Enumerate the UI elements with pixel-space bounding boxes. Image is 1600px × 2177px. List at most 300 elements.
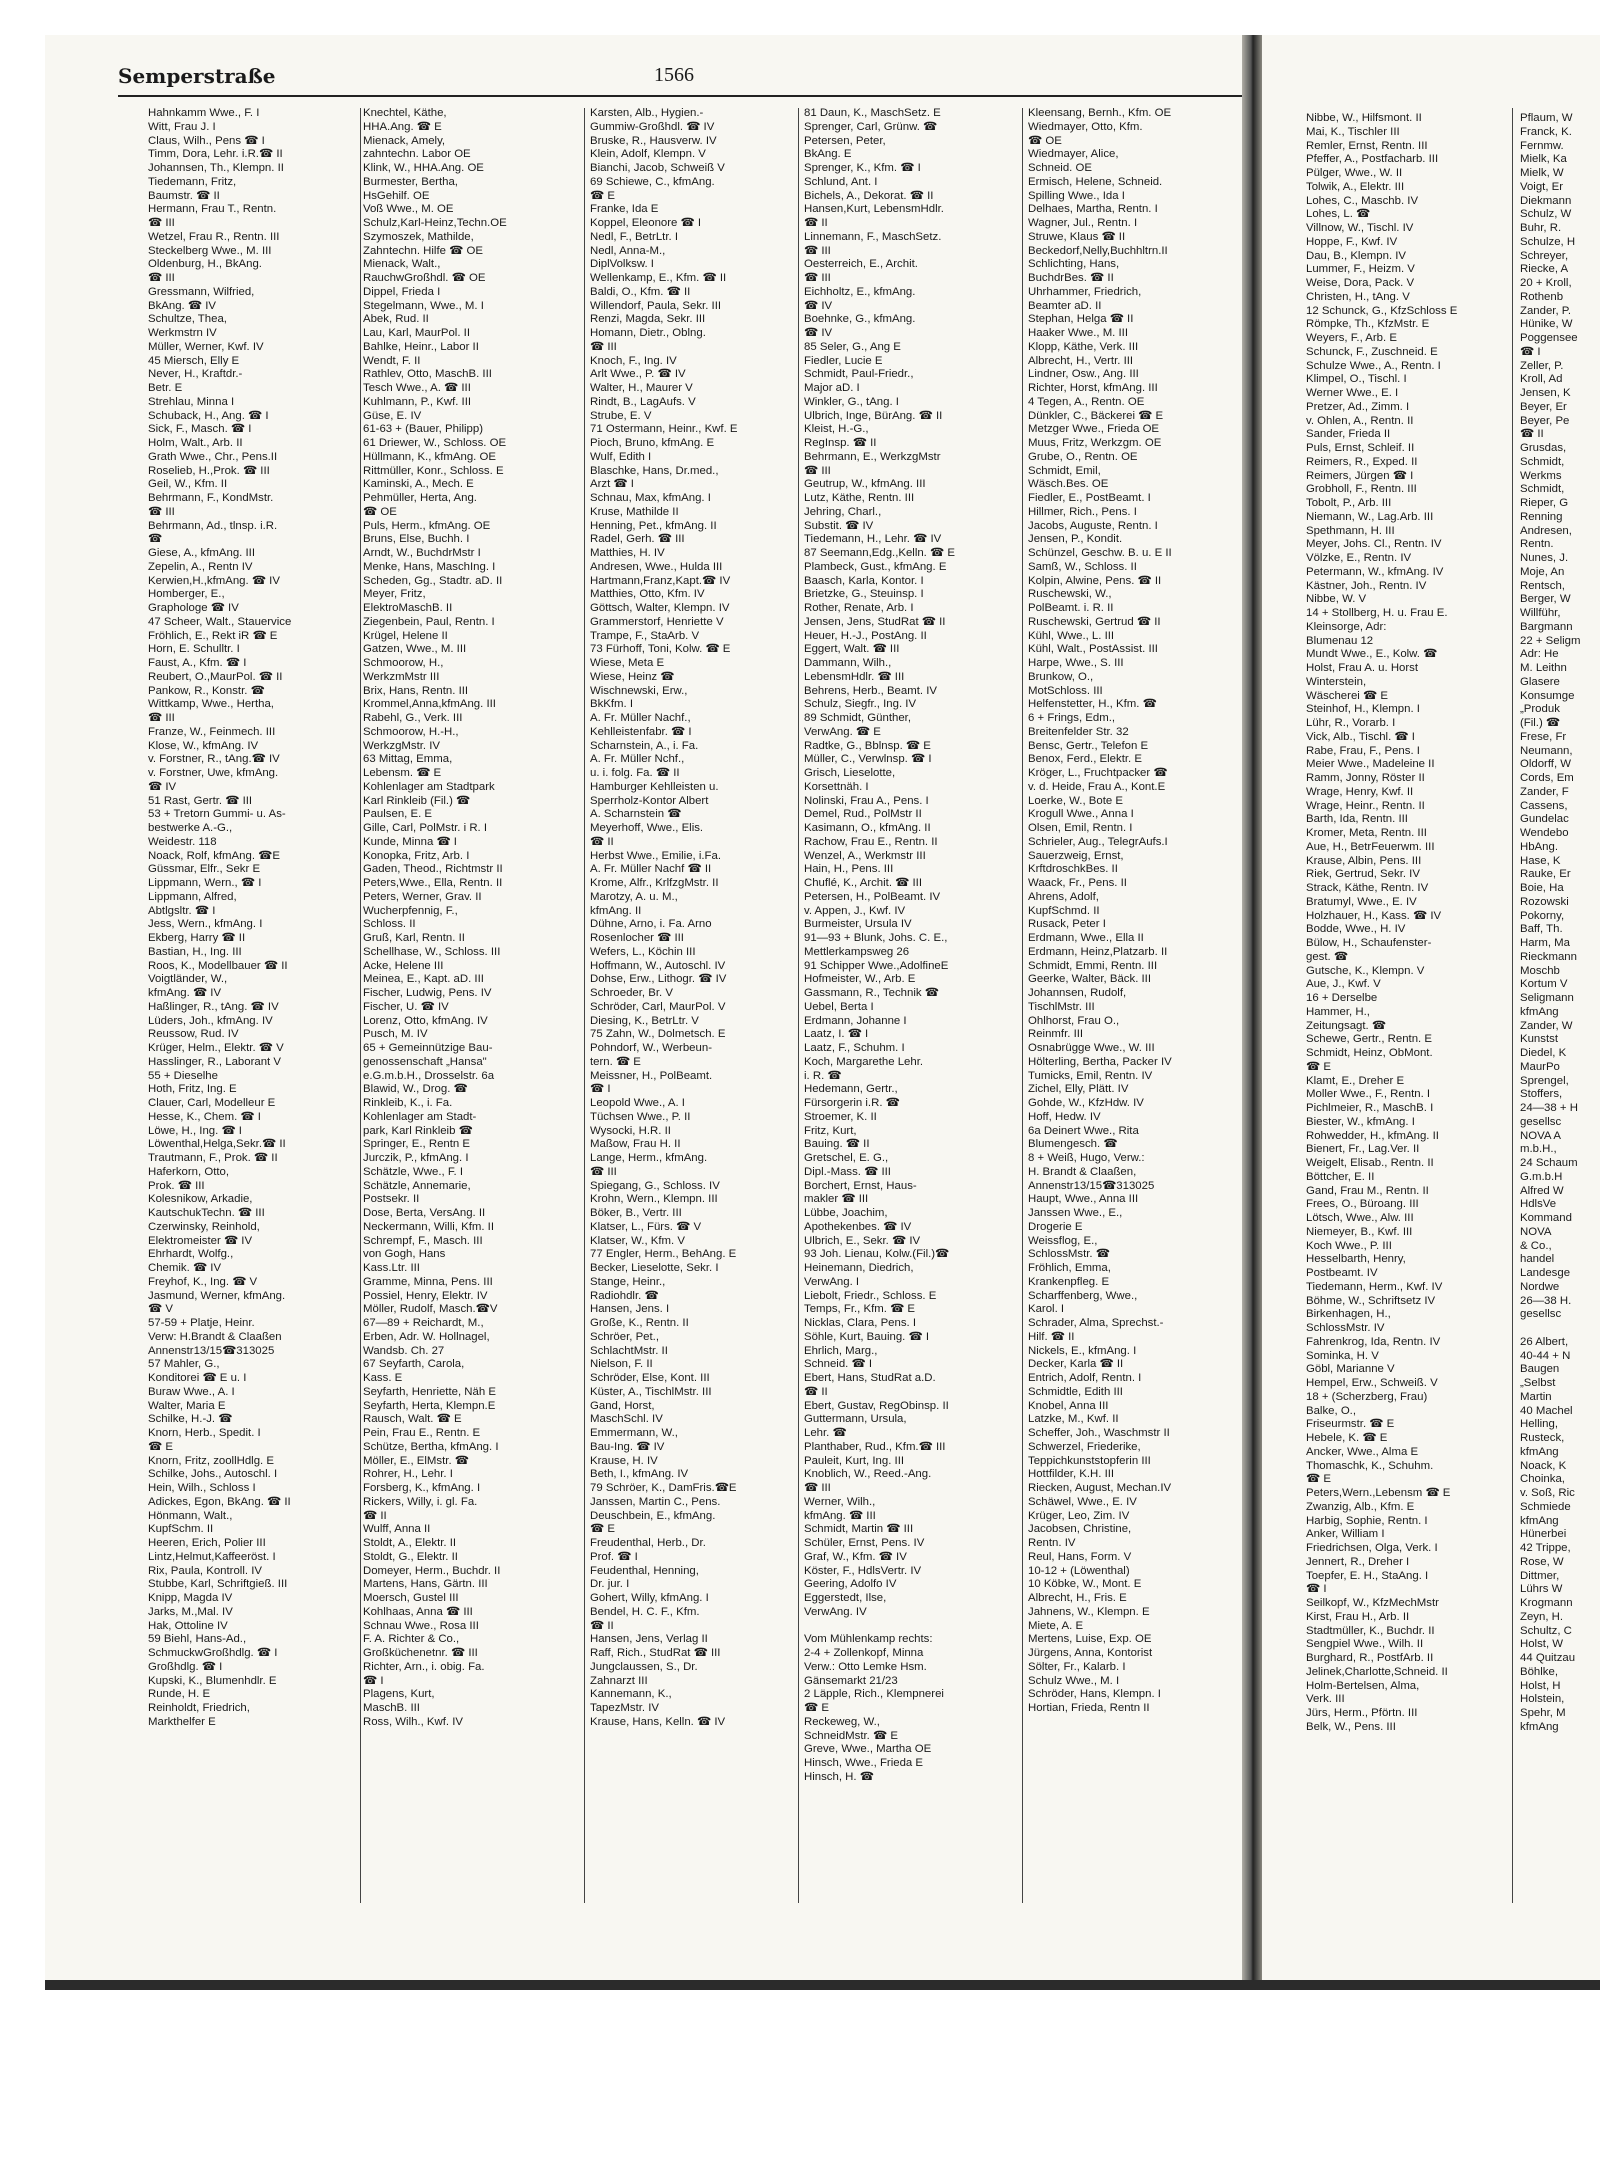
directory-entry: Grobholl, F., Rentn. III	[1306, 483, 1417, 496]
directory-entry: Nordwe	[1520, 1280, 1560, 1293]
directory-entry: Weidestr. 118	[148, 835, 217, 848]
directory-entry: Claus, Wilh., Pens ☎ I	[148, 134, 265, 147]
directory-entry: WerkzmMstr III	[363, 670, 440, 683]
directory-entry: Rentn.	[1520, 538, 1554, 551]
directory-entry: Hedemann, Gertr.,	[804, 1083, 898, 1096]
directory-entry	[804, 1620, 1009, 1634]
directory-entry: Hottfilder, K.H. III	[1028, 1468, 1115, 1481]
directory-entry: Pretzer, Ad., Zimm. I	[1306, 400, 1410, 413]
directory-entry: Brietzke, G., Steuinsp. I	[804, 588, 924, 601]
directory-entry: 61 Driewer, W., Schloss. OE	[363, 437, 507, 449]
directory-entry: Freyhof, K., Ing. ☎ V	[148, 1275, 258, 1288]
directory-entry: Blumengesch. ☎	[1028, 1138, 1118, 1151]
directory-entry: Gänsemarkt 21/23	[804, 1674, 898, 1687]
directory-entry: Beth, I., kfmAng. IV	[590, 1468, 689, 1481]
directory-entry: Pflaum, W	[1520, 112, 1573, 124]
directory-entry: 40-44 + N	[1520, 1349, 1571, 1362]
column-rule	[584, 108, 585, 1903]
directory-entry: Schreyer,	[1520, 249, 1569, 262]
directory-entry: Koch, Margarethe Lehr.	[804, 1055, 924, 1068]
directory-entry: HbAng.	[1520, 840, 1558, 853]
directory-entry: Krause, H. IV	[590, 1454, 658, 1467]
directory-entry: Ebert, Hans, StudRat a.D.	[804, 1372, 936, 1384]
directory-entry: Lübbe, Joachim,	[804, 1207, 888, 1219]
directory-entry: Jess, Wern., kfmAng. I	[148, 918, 263, 931]
directory-entry: Schunck, F., Zuschneid. E	[1306, 345, 1438, 358]
directory-entry: Johannsen, Th., Klempn. II	[148, 162, 284, 174]
directory-entry: Knorn, Herb., Spedit. I	[148, 1427, 261, 1439]
directory-entry: Fischer, Ludwig, Pens. IV	[363, 987, 492, 999]
directory-entry: Hansen, Jens, Verlag II	[590, 1633, 708, 1646]
directory-entry: Diedel, K	[1520, 1047, 1567, 1059]
directory-entry: Radel, Gerh. ☎ III	[590, 533, 685, 546]
directory-entry: Weyers, F., Arb. E	[1306, 332, 1397, 344]
directory-entry: 45 Miersch, Elly E	[148, 354, 240, 367]
directory-entry: Böhlke,	[1520, 1665, 1558, 1678]
directory-entry: Andresen,	[1520, 524, 1572, 537]
directory-entry: Jahnens, W., Klempn. E	[1028, 1605, 1150, 1618]
directory-entry: Erdmann, Wwe., Ella II	[1028, 932, 1144, 944]
directory-entry: Zwanzig, Alb., Kfm. E	[1306, 1500, 1415, 1513]
directory-entry: Olsen, Emil, Rentn. I	[1028, 822, 1133, 834]
directory-entry: Temps, Fr., Kfm. ☎ E	[804, 1303, 916, 1316]
directory-entry: Geerke, Walter, Bäck. III	[1028, 973, 1152, 986]
directory-column-7	[1520, 112, 1600, 1735]
directory-entry: Schulz,Karl-Heinz,Techn.OE	[363, 217, 507, 229]
directory-entry: Dühne, Arno, i. Fa. Arno	[590, 918, 712, 931]
directory-entry: Aue, J., Kwf. V	[1306, 978, 1381, 991]
directory-entry: Rittmüller, Konr., Schloss. E	[363, 464, 504, 477]
directory-entry: Bargmann	[1520, 620, 1573, 633]
directory-entry: Kolpin, Alwine, Pens. ☎ II	[1028, 574, 1162, 587]
directory-entry: Böttcher, E. II	[1306, 1170, 1375, 1183]
directory-entry: Czerwinsky, Reinhold,	[148, 1220, 260, 1233]
directory-entry: Scheffer, Joh., Waschmstr II	[1028, 1427, 1170, 1439]
directory-entry: Fiedler, E., PostBeamt. I	[1028, 492, 1151, 504]
directory-entry: MaurPo	[1520, 1060, 1560, 1073]
directory-entry: Acke, Helene III	[363, 959, 444, 972]
directory-entry: Kupski, K., Blumenhdlr. E	[148, 1674, 277, 1687]
directory-entry: Krügel, Helene II	[363, 629, 448, 642]
directory-entry: Ermisch, Helene, Schneid.	[1028, 175, 1163, 188]
directory-entry: Spehr, M	[1520, 1707, 1566, 1719]
directory-entry: Gand, Frau M., Rentn. II	[1306, 1184, 1429, 1197]
directory-entry: Verk. III	[1306, 1693, 1345, 1706]
directory-entry: Konditorei ☎ E u. I	[148, 1372, 247, 1384]
directory-entry: HsGehilf. OE	[363, 189, 430, 202]
directory-entry: SchlossMstr. IV	[1306, 1322, 1385, 1334]
directory-entry: Puls, Ernst, Schleif. II	[1306, 442, 1415, 454]
directory-entry: Wiese, Meta E	[590, 657, 665, 669]
directory-entry: Reinholdt, Friedrich,	[148, 1702, 250, 1714]
directory-entry: Eggerstedt, Ilse,	[804, 1592, 887, 1604]
directory-entry: Noack, K	[1520, 1459, 1567, 1472]
directory-entry: Trautmann, F., Prok. ☎ II	[148, 1152, 278, 1164]
directory-entry: Stoldt, A., Elektr. II	[363, 1537, 457, 1549]
directory-entry: Hünerbei	[1520, 1528, 1567, 1541]
directory-entry: Wenzel, A., Werkmstr III	[804, 849, 926, 862]
directory-entry: Wefers, L., Köchin III	[590, 945, 696, 958]
directory-entry: Hönmann, Walt.,	[148, 1509, 233, 1522]
directory-entry: Zander, W	[1520, 1019, 1573, 1032]
directory-entry: Klamt, E., Dreher E	[1306, 1074, 1405, 1087]
directory-entry: Nolinski, Frau A., Pens. I	[804, 794, 929, 807]
directory-entry: Knorn, Fritz, zoollHdlg. E	[148, 1454, 274, 1467]
directory-entry: Hahnkamm Wwe., F. I	[148, 107, 260, 119]
directory-entry: Kästner, Joh., Rentn. IV	[1306, 579, 1427, 592]
directory-entry: Lange, Herm., kfmAng.	[590, 1152, 708, 1164]
directory-entry: Schmidt,	[1520, 455, 1565, 468]
directory-entry: Sprenger, K., Kfm. ☎ I	[804, 162, 921, 174]
directory-entry: Karol. I	[1028, 1303, 1065, 1316]
directory-entry: ☎ E	[590, 189, 615, 202]
directory-entry: A. Fr. Müller Nachf ☎ II	[590, 863, 712, 876]
directory-entry: Feudenthal, Henning,	[590, 1564, 699, 1577]
directory-entry: 73 Fürhoff, Toni, Kolw. ☎ E	[590, 643, 731, 656]
directory-entry: Wischnewski, Erw.,	[590, 684, 688, 697]
directory-entry: 40 Machel	[1520, 1404, 1573, 1417]
directory-entry: Kröger, L., Fruchtpacker ☎	[1028, 767, 1168, 779]
directory-entry: Vick, Alb., Tischl. ☎ I	[1306, 730, 1415, 743]
directory-column-3	[590, 107, 795, 1730]
directory-entry: Holm, Walt., Arb. II	[148, 437, 243, 449]
directory-entry: ☎ III	[804, 1482, 831, 1494]
directory-entry: SchlachtMstr. II	[590, 1344, 668, 1357]
directory-entry: Ehrlich, Marg.,	[804, 1344, 878, 1357]
directory-entry: Zeitungsagt. ☎	[1306, 1019, 1387, 1032]
directory-entry: Gand, Horst,	[590, 1399, 655, 1412]
directory-entry: Tesch Wwe., A. ☎ III	[363, 382, 471, 394]
directory-entry: Zepelin, A., Rentn IV	[148, 560, 253, 573]
directory-entry: kfmAng. ☎ III	[804, 1509, 876, 1522]
directory-entry: Rauke, Er	[1520, 868, 1571, 881]
directory-entry: Spethmann, H. III	[1306, 524, 1395, 537]
directory-entry: ☎ II	[590, 1619, 614, 1632]
directory-entry: Mundt Wwe., E., Kolw. ☎	[1306, 648, 1438, 661]
directory-entry: ☎ II	[804, 217, 828, 229]
directory-entry: v. Forstner, Uwe, kfmAng.	[148, 767, 279, 779]
directory-entry: Mettlerkampsweg 26	[804, 945, 910, 958]
directory-entry: Andresen, Wwe., Hulda III	[590, 560, 723, 573]
directory-entry: Annenstr13/15☎313025	[1028, 1179, 1155, 1192]
directory-entry: Strehlau, Minna I	[148, 395, 235, 408]
directory-entry: Strack, Käthe, Rentn. IV	[1306, 882, 1429, 894]
directory-entry: Ruschewski, W.,	[1028, 588, 1112, 601]
directory-entry: tern. ☎ E	[590, 1055, 641, 1068]
directory-entry: Werner, Wilh.,	[804, 1495, 876, 1508]
directory-entry: Krogmann	[1520, 1597, 1573, 1609]
directory-entry: VerwAng. IV	[804, 1605, 867, 1618]
directory-entry: 67—89 + Reichardt, M.,	[363, 1317, 484, 1329]
directory-entry: Werner Wwe., E. I	[1306, 387, 1399, 399]
directory-entry: Schwerzel, Friederike,	[1028, 1440, 1141, 1453]
directory-entry: Spiegang, G., Schloss. IV	[590, 1179, 720, 1192]
directory-entry: Seligmann	[1520, 992, 1574, 1004]
directory-entry: Frees, O., Büroang. III	[1306, 1198, 1419, 1211]
directory-entry: BuchdrBes. ☎ II	[1028, 272, 1114, 284]
directory-entry: Koppel, Eleonore ☎ I	[590, 217, 702, 229]
directory-entry: DiplVolksw. I	[590, 258, 654, 271]
directory-entry: Janssen, Martin C., Pens.	[590, 1495, 721, 1508]
directory-entry: KupfSchm. II	[148, 1523, 214, 1536]
directory-entry: Schulze, H	[1520, 235, 1576, 248]
directory-entry: Möller, E., ElMstr. ☎	[363, 1454, 469, 1467]
directory-entry: Ohlhorst, Frau O.,	[1028, 1014, 1120, 1027]
directory-entry: Sengpiel Wwe., Wilh. II	[1306, 1638, 1424, 1651]
directory-entry: BkKfm. I	[590, 698, 634, 711]
directory-column-4	[804, 107, 1009, 1785]
directory-entry: Fischer, U. ☎ IV	[363, 1000, 449, 1013]
directory-entry: MaschSchl. IV	[590, 1413, 663, 1426]
directory-entry: Wrage, Heinr., Rentn. II	[1306, 799, 1425, 812]
directory-entry: Bau-Ing. ☎ IV	[590, 1440, 665, 1453]
directory-entry: Stephan, Helga ☎ II	[1028, 313, 1134, 326]
directory-entry: Buhr, R.	[1520, 222, 1562, 234]
directory-entry: Ahrens, Adolf,	[1028, 890, 1099, 903]
directory-entry: Zichel, Elly, Plätt. IV	[1028, 1083, 1129, 1096]
directory-entry: 22 + Seligm	[1520, 634, 1581, 647]
directory-entry: Schulz, Siegfr., Ing. IV	[804, 698, 917, 711]
directory-entry: Petersen, Peter,	[804, 134, 886, 147]
directory-entry: Gressmann, Wilfried,	[148, 285, 255, 298]
directory-entry: Birkenhagen, H.,	[1306, 1308, 1391, 1321]
directory-entry: Möller, Rudolf, Masch.☎V	[363, 1303, 498, 1316]
directory-entry: Sauerzweig, Ernst,	[1028, 849, 1124, 862]
directory-entry: Berger, W	[1520, 593, 1571, 606]
directory-entry: 69 Schiewe, C., kfmAng.	[590, 175, 715, 188]
directory-entry: Rose, W	[1520, 1555, 1564, 1568]
directory-entry: Rother, Renate, Arb. I	[804, 602, 914, 614]
directory-entry: Pfeffer, A., Postfacharb. III	[1306, 153, 1439, 166]
directory-entry: Kunstst	[1520, 1033, 1558, 1046]
directory-entry: G.m.b.H	[1520, 1170, 1563, 1183]
directory-entry: i. R. ☎	[804, 1069, 842, 1082]
directory-entry: Hansen, Jens. I	[590, 1303, 670, 1316]
directory-entry: Reimers, Jürgen ☎ I	[1306, 469, 1414, 482]
directory-entry: Rabe, Frau, F., Pens. I	[1306, 744, 1420, 757]
directory-entry: ☎ III	[148, 712, 175, 724]
directory-entry: Stange, Heinr.,	[590, 1275, 666, 1288]
directory-entry: Gretschel, E. G.,	[804, 1152, 889, 1164]
directory-entry: Rusack, Peter I	[1028, 918, 1106, 931]
directory-entry: Wysocki, H.R. II	[590, 1124, 671, 1137]
directory-entry: Bendel, H. C. F., Kfm.	[590, 1605, 700, 1618]
directory-entry: Richter, Horst, kfmAng. III	[1028, 382, 1158, 394]
directory-entry: Cassens,	[1520, 799, 1568, 812]
directory-entry: Martens, Hans, Gärtn. III	[363, 1578, 488, 1591]
directory-entry: Scharffenberg, Wwe.,	[1028, 1289, 1138, 1302]
directory-entry: Hoff, Hedw. IV	[1028, 1110, 1101, 1123]
directory-entry: Große, K., Rentn. II	[590, 1317, 689, 1329]
directory-entry: kfmAng. ☎ IV	[148, 987, 222, 999]
directory-entry: Haaker Wwe., M. III	[1028, 327, 1129, 339]
directory-entry: ☎ OE	[1028, 134, 1062, 147]
directory-entry: Roselieb, H.,Prok. ☎ III	[148, 464, 270, 477]
directory-entry: Grath Wwe., Chr., Pens.II	[148, 450, 278, 463]
directory-entry: Brix, Hans, Rentn. III	[363, 684, 469, 697]
directory-entry: (Fil.) ☎	[1520, 717, 1561, 729]
directory-entry: Biester, W., kfmAng. I	[1306, 1115, 1415, 1128]
directory-entry: Fröhlich, E., Rekt iR ☎ E	[148, 629, 278, 642]
directory-entry: Bensc, Gertr., Telefon E	[1028, 739, 1149, 752]
directory-entry: Krause, Albin, Pens. III	[1306, 854, 1422, 867]
directory-entry: Schuback, H., Ang. ☎ I	[148, 409, 269, 422]
directory-entry: „Selbst	[1520, 1377, 1556, 1389]
directory-entry: Pauleit, Kurt, Ing. III	[804, 1454, 905, 1467]
directory-entry: Göbl, Marianne V	[1306, 1363, 1395, 1376]
directory-entry: Jensen, K	[1520, 387, 1571, 399]
directory-entry: 51 Rast, Gertr. ☎ III	[148, 794, 253, 807]
directory-entry: Behrens, Herb., Beamt. IV	[804, 684, 937, 697]
directory-entry: 75 Zahn, W., Dolmetsch. E	[590, 1028, 726, 1041]
directory-entry: Radiohdlr. ☎	[590, 1289, 659, 1302]
directory-entry: Knechtel, Käthe,	[363, 107, 447, 119]
directory-entry: Löwe, H., Ing. ☎ I	[148, 1124, 242, 1137]
directory-entry: Paulsen, E. E	[363, 808, 433, 821]
directory-entry: Harbig, Sophie, Rentn. I	[1306, 1514, 1428, 1527]
directory-entry: Reubert, O.,MaurPol. ☎ II	[148, 670, 283, 683]
directory-entry: Schmiede	[1520, 1500, 1571, 1513]
directory-entry: NOVA	[1520, 1225, 1552, 1238]
directory-entry: 91 Schipper Wwe.,AdolfineE	[804, 959, 949, 972]
directory-entry: Schrieler, Aug., TelegrAufs.I	[1028, 835, 1168, 848]
directory-entry: Guttermann, Ursula,	[804, 1413, 907, 1426]
directory-entry: Willführ,	[1520, 607, 1561, 619]
directory-entry: Ruschewski, Gertrud ☎ II	[1028, 615, 1161, 628]
directory-entry: ☎ IV	[804, 299, 833, 312]
directory-entry: ☎ E	[1306, 1473, 1331, 1486]
directory-entry: Stubbe, Karl, Schriftgieß. III	[148, 1578, 288, 1591]
directory-entry: Bahlke, Heinr., Labor II	[363, 340, 479, 353]
directory-entry: Belk, W., Pens. III	[1306, 1720, 1396, 1733]
directory-entry: Haferkorn, Otto,	[148, 1165, 230, 1178]
directory-entry: Ebert, Gustav, RegObinsp. II	[804, 1399, 949, 1412]
directory-entry: Peters,Wern.,Lebensm ☎ E	[1306, 1487, 1451, 1499]
directory-entry: Wiedmayer, Alice,	[1028, 148, 1119, 161]
directory-entry: F. A. Richter & Co.,	[363, 1633, 460, 1646]
directory-entry: Werkms	[1520, 469, 1562, 482]
directory-entry: TischlMstr. III	[1028, 1000, 1095, 1013]
directory-entry: Postsekr. II	[363, 1193, 420, 1206]
directory-entry: Behrmann, E., WerkzgMstr	[804, 450, 941, 463]
directory-entry: Remler, Ernst, Rentn. III	[1306, 139, 1428, 152]
directory-entry: Runde, H. E	[148, 1688, 211, 1701]
directory-entry: Lau, Karl, MaurPol. II	[363, 327, 470, 339]
directory-entry: Kasimann, O., kfmAng. II	[804, 822, 931, 834]
directory-entry: Schnau, Max, kfmAng. I	[590, 492, 711, 504]
directory-entry: Tiedemann, Herm., Kwf. IV	[1306, 1280, 1443, 1293]
directory-entry: Prok. ☎ III	[148, 1179, 205, 1192]
directory-entry: Spilling Wwe., Ida I	[1028, 189, 1125, 202]
directory-entry: Henning, Pet., kfmAng. II	[590, 519, 717, 532]
directory-entry: Blawid, W., Drog. ☎	[363, 1083, 468, 1096]
directory-entry: Janssen Wwe., E.,	[1028, 1207, 1123, 1219]
directory-entry: Meyer, Fritz,	[363, 588, 426, 601]
directory-entry: Maßow, Frau H. II	[590, 1138, 681, 1151]
directory-entry: Hartmann,Franz,Kapt.☎ IV	[590, 574, 731, 587]
directory-entry: Grammerstorf, Henriette V	[590, 615, 724, 628]
directory-entry: Becker, Lieselotte, Sekr. I	[590, 1262, 719, 1274]
directory-entry: ☎ V	[148, 1303, 173, 1316]
directory-entry: Bodde, Wwe., H. IV	[1306, 923, 1406, 936]
directory-entry: Substit. ☎ IV	[804, 519, 874, 532]
directory-entry: Beckedorf,Nelly,Buchhltrn.II	[1028, 244, 1168, 257]
directory-entry: Lummer, F., Heizm. V	[1306, 263, 1415, 276]
directory-entry: Stoldt, G., Elektr. II	[363, 1550, 458, 1563]
directory-entry: Stroemer, K. II	[804, 1110, 877, 1123]
directory-entry: Mielk, Ka	[1520, 153, 1567, 166]
directory-entry: Dipl.-Mass. ☎ III	[804, 1165, 891, 1178]
directory-entry: Lippmann, Alfred,	[148, 890, 237, 903]
directory-entry: 65 + Gemeinnützige Bau-	[363, 1042, 493, 1054]
directory-entry: Emmermann, W.,	[590, 1427, 678, 1439]
directory-entry: Schlund, Ant. I	[804, 175, 878, 188]
directory-entry: Adickes, Egon, BkAng. ☎ II	[148, 1495, 291, 1508]
directory-entry: Rozowski	[1520, 895, 1569, 908]
directory-entry: Drogerie E	[1028, 1220, 1083, 1233]
directory-entry: 85 Seler, G., Ang E	[804, 340, 901, 353]
directory-entry: 18 + (Scherzberg, Frau)	[1306, 1390, 1428, 1403]
directory-entry: Lorenz, Otto, kfmAng. IV	[363, 1014, 488, 1027]
directory-entry: Schmoorow, H.,	[363, 657, 444, 669]
directory-entry: Lintz,Helmut,Kaffeeröst. I	[148, 1550, 276, 1563]
directory-entry: Scharnstein, A., i. Fa.	[590, 739, 699, 752]
directory-entry: Pankow, R., Konstr. ☎	[148, 684, 265, 697]
directory-entry: Zander, F	[1520, 785, 1569, 798]
directory-entry: Clauer, Carl, Modelleur E	[148, 1097, 276, 1109]
directory-entry: Petersen, H., PolBeamt. IV	[804, 890, 941, 903]
directory-entry: Rohwedder, H., kfmAng. II	[1306, 1129, 1439, 1142]
directory-entry: Nunes, J.	[1520, 552, 1569, 564]
directory-entry: Frese, Fr	[1520, 730, 1567, 743]
directory-entry: Balke, O.,	[1306, 1404, 1357, 1417]
directory-entry: ☎ I	[1520, 345, 1541, 358]
directory-entry: Kleist, H.-G.,	[804, 423, 869, 436]
directory-entry: Nibbe, W. V	[1306, 593, 1367, 606]
directory-entry: u. i. folg. Fa. ☎ II	[590, 767, 680, 779]
directory-entry: Szymoszek, Mathilde,	[363, 230, 474, 243]
directory-entry: Grisch, Lieselotte,	[804, 767, 896, 779]
directory-entry: Marotzy, A. u. M.,	[590, 890, 678, 903]
directory-entry: Rothenb	[1520, 290, 1564, 303]
directory-entry: 47 Scheer, Walt., Stauervice	[148, 615, 292, 628]
directory-entry: Walter, H., Maurer V	[590, 382, 693, 394]
directory-entry: Krüger, Helm., Elektr. ☎ V	[148, 1042, 284, 1054]
directory-entry: Pehmüller, Herta, Ang.	[363, 492, 477, 504]
directory-entry: Arzt ☎ I	[590, 478, 634, 491]
directory-entry: Diesing, K., BetrLtr. V	[590, 1014, 699, 1027]
directory-entry: Roos, K., Modellbauer ☎ II	[148, 959, 288, 972]
directory-entry: Wäscherei ☎ E	[1306, 689, 1388, 702]
directory-entry: Holst, Frau A. u. Horst	[1306, 662, 1419, 674]
directory-entry: Gramme, Minna, Pens. III	[363, 1275, 493, 1288]
directory-entry: Trampe, F., StaArb. V	[590, 629, 700, 642]
directory-entry: Hase, K	[1520, 854, 1561, 867]
directory-entry: Bruns, Else, Buchh. I	[363, 533, 470, 546]
directory-entry: Dohse, Erw., Lithogr. ☎ IV	[590, 973, 727, 986]
directory-entry: Bratumyl, Wwe., E. IV	[1306, 895, 1417, 908]
directory-entry: Heuer, H.-J., PostAng. II	[804, 629, 927, 642]
directory-entry: Geutrup, W., kfmAng. III	[804, 478, 926, 491]
directory-entry: Schröer, Pet.,	[590, 1330, 660, 1343]
directory-entry: Dau, B., Klempn. IV	[1306, 249, 1407, 262]
directory-column-6	[1306, 112, 1506, 1735]
directory-entry: Faust, A., Kfm. ☎ I	[148, 657, 247, 669]
directory-entry: Klein, Adolf, Klempn. V	[590, 148, 706, 161]
directory-entry: 44 Quitzau	[1520, 1652, 1576, 1664]
directory-entry: Bruske, R., Hausverw. IV	[590, 134, 717, 147]
directory-entry: Heeren, Erich, Polier III	[148, 1537, 266, 1549]
